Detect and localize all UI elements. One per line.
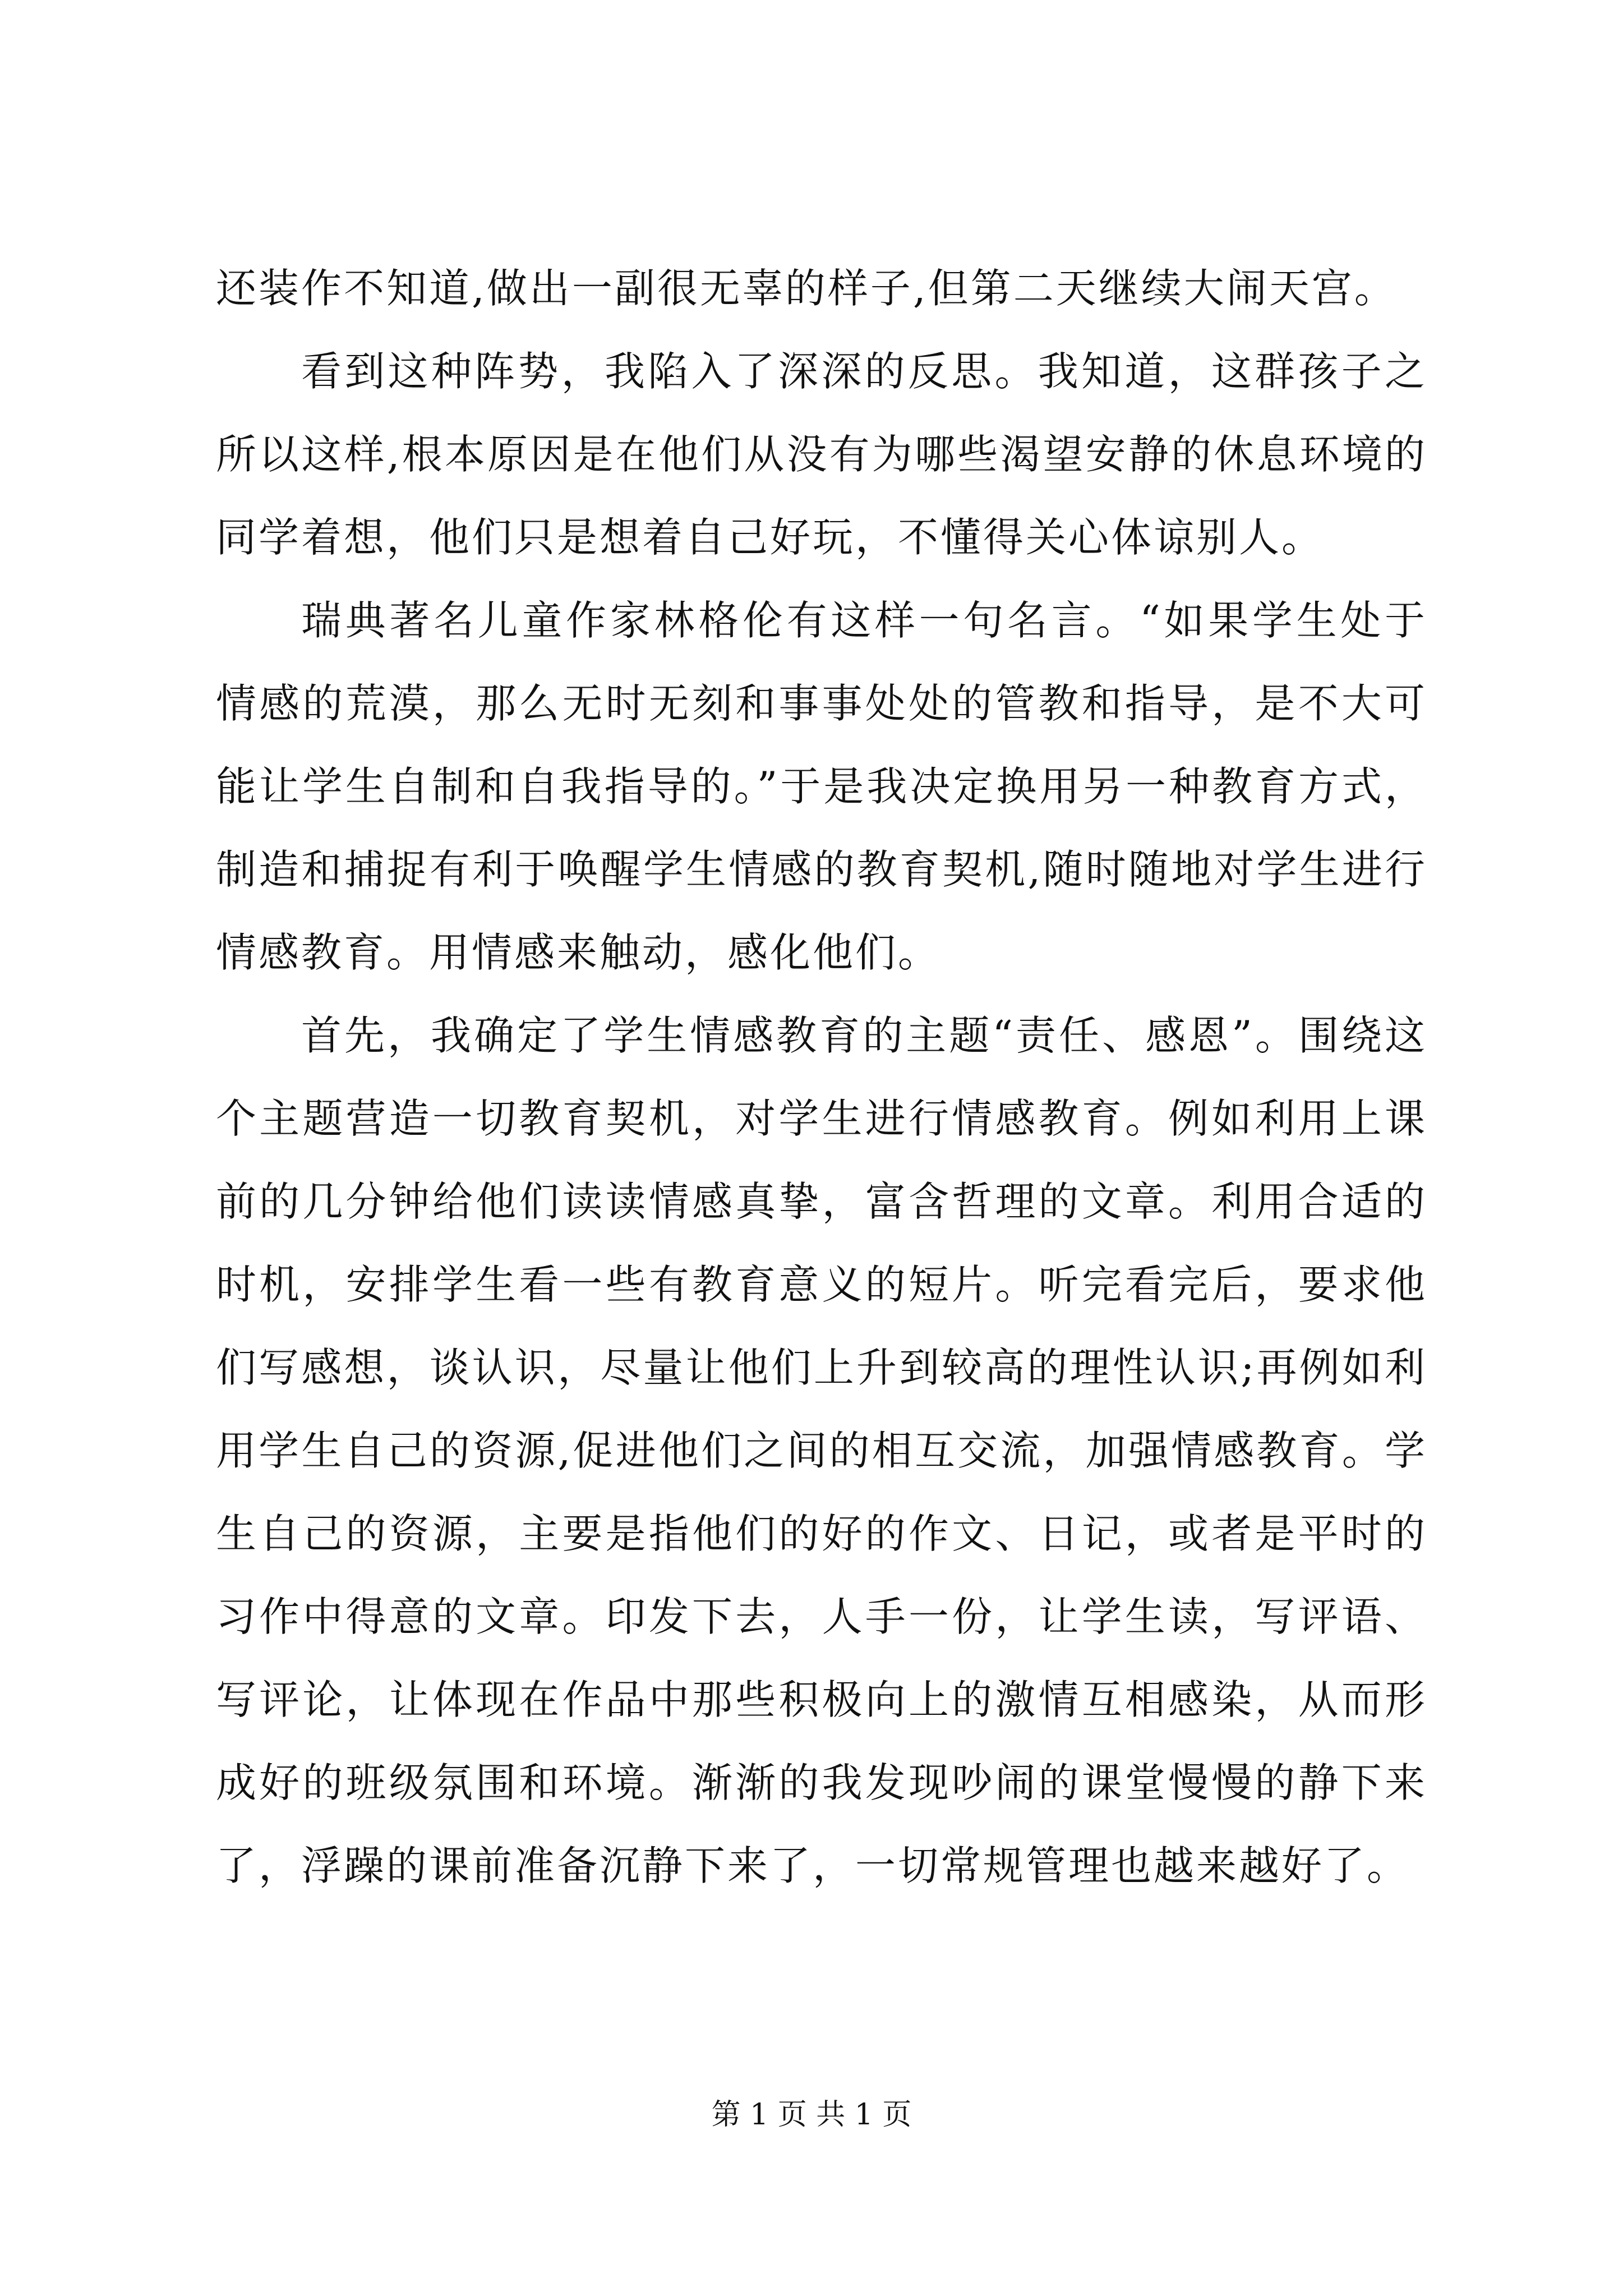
paragraph: 看到这种阵势，我陷入了深深的反思。我知道，这群孩子之所以这样,根本原因是在他们从没有为哪些渴望安静的休息环境的同学着想，他们只是想着自己好玩，不懂得关心体谅别人。 <box>216 348 1427 561</box>
paragraph: 首先，我确定了学生情感教育的主题“责任、感恩”。围绕这个主题营造一切教育契机，对学生进行情感教育。例如利用上课前的几分钟给他们读读情感真挚，富含哲理的文章。利用合适的时机，安排学生看一些有教育意义的短片。听完看完后，要求他们写感想，谈认识，尽量让他们上升到较高的理性认识;再例如利用学生自己的资源,促进他们之间的相互交流，加强情感教育。学生自己的资源，主要是指他们的好的作文、日记，或者是平时的习作中得意的文章。印发下去，人手一份，让学生读，写评语、写评论，让体现在作品中那些积极向上的激情互相感染，从而形成好的班级氛围和环境。渐渐的我发现吵闹的课堂慢慢的静下来了，浮躁的课前准备沉静下来了，一切常规管理也越来越好了。 <box>216 1012 1427 1889</box>
paragraph: 还装作不知道,做出一副很无辜的样子,但第二天继续大闹天宫。 <box>216 265 1397 312</box>
document-body <box>216 247 1427 1907</box>
paragraph: 瑞典著名儿童作家林格伦有这样一句名言。“如果学生处于情感的荒漠，那么无时无刻和事事处处的管教和指导，是不大可能让学生自制和自我指导的。”于是我决定换用另一种教育方式，制造和捕捉有利于唤醒学生情感的教育契机,随时随地对学生进行情感教育。用情感来触动，感化他们。 <box>216 597 1427 976</box>
page-number-footer: 第 1 页 共 1 页 <box>711 2098 912 2132</box>
